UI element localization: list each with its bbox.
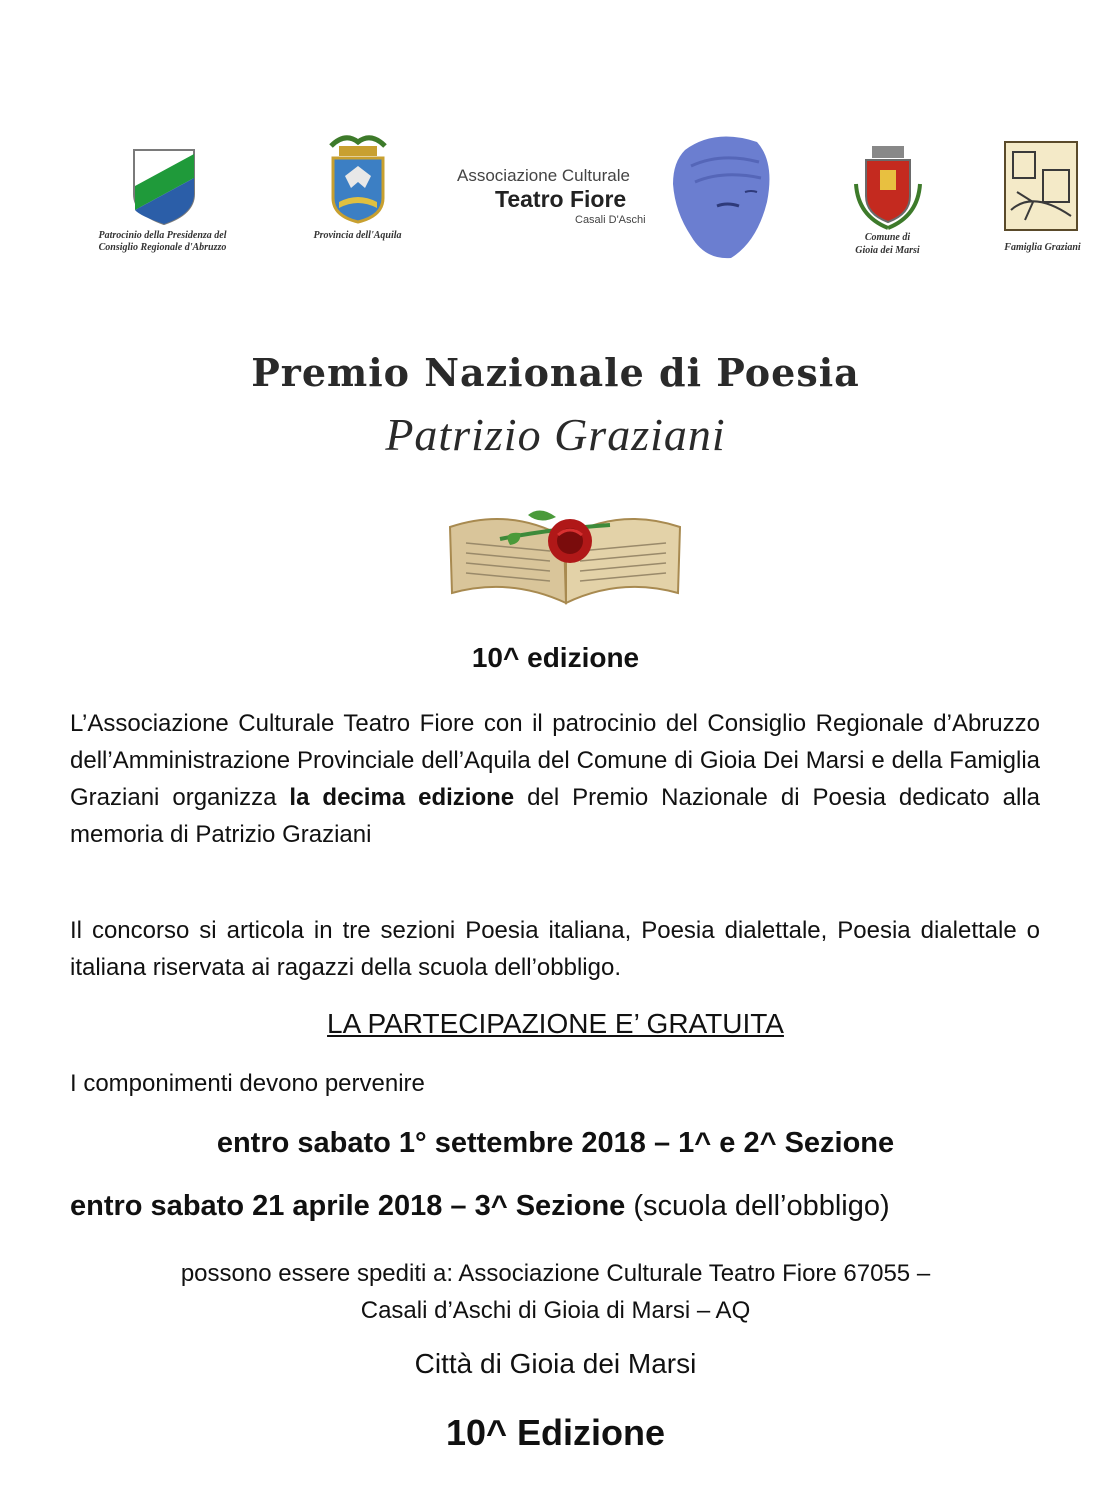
abruzzo-logo: [130, 148, 198, 231]
logo-strip: [0, 130, 1111, 280]
edition-footer: 10^ Edizione: [445, 1412, 666, 1453]
deadline-section-3-date: entro sabato 21 aprile 2018 – 3^ Sezione: [70, 1190, 626, 1222]
famiglia-caption: Famiglia Graziani: [1004, 242, 1081, 253]
teatro-line1: Associazione Culturale: [457, 166, 630, 185]
mailing-address: [0, 1255, 1111, 1329]
intro-text-1: L’Associazione Culturale Teatro Fiore con il patrocinio del Consiglio Regionale d’Abruzzo dell’Amministrazione Provinciale dell’Aquila del Comune di Gioia Dei Marsi e della Famiglia Graziani organizza: [70, 710, 1040, 811]
provincia-caption: Provincia dell'Aquila: [313, 230, 402, 241]
mask-icon: [665, 132, 777, 260]
intro-text-bold: la decima edizione: [289, 784, 515, 811]
page-title: Premio Nazionale di Poesia: [251, 350, 860, 395]
deadline-section-3-note: (scuola dell’obbligo): [625, 1190, 890, 1222]
book-rose-image: [440, 485, 690, 615]
deadline-sections-1-2: entro sabato 1° settembre 2018 – 1^ e 2^ Sezione: [216, 1127, 895, 1159]
comune-logo: [852, 144, 924, 235]
famiglia-logo: [1003, 140, 1079, 237]
abruzzo-caption: Patrocinio della Presidenza del Consiglio Regionale d'Abruzzo: [98, 230, 227, 253]
comune-caption-2: Gioia dei Marsi: [855, 245, 920, 256]
city-name: Città di Gioia dei Marsi: [414, 1348, 697, 1379]
comune-caption-1: Comune di: [864, 232, 911, 243]
intro-paragraph: [70, 705, 1040, 853]
deadline-section-3: [70, 1190, 890, 1223]
page-subtitle: Patrizio Graziani: [385, 409, 726, 460]
free-participation-notice: LA PARTECIPAZIONE E’ GRATUITA: [327, 1008, 784, 1039]
submission-intro: I componimenti devono pervenire: [70, 1070, 425, 1097]
address-line-1: possono essere spediti a: Associazione Culturale Teatro Fiore 67055 –: [180, 1260, 931, 1287]
teatro-line2: Teatro Fiore: [495, 186, 627, 212]
sections-paragraph: Il concorso si articola in tre sezioni Poesia italiana, Poesia dialettale, Poesia dialettale o italiana riservata ai ragazzi della scuola dell’obbligo.: [70, 917, 1040, 981]
intro-text-2: del Premio Nazionale di Poesia dedicato alla memoria di Patrizio Graziani: [70, 784, 1041, 848]
provincia-logo: [325, 132, 391, 229]
teatro-line3: Casali D'Aschi: [575, 214, 646, 226]
edition-heading: 10^ edizione: [471, 642, 640, 673]
address-line-2: Casali d’Aschi di Gioia di Marsi – AQ: [360, 1297, 751, 1324]
